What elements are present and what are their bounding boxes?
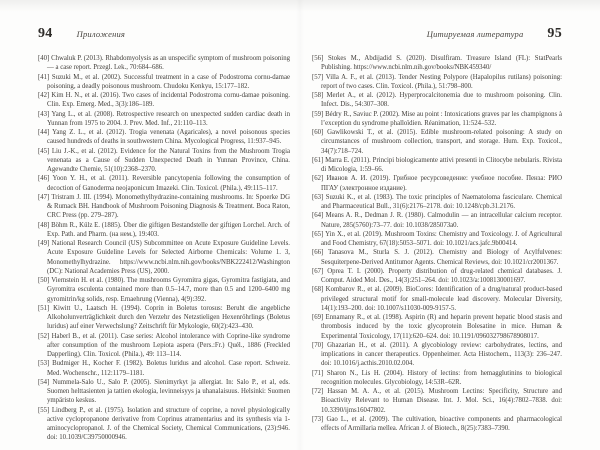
reference-number: [71] (312, 369, 327, 377)
reference-text: Haberl B., et al. (2011). Case series: Alcohol intolerance with Coprine-like syndrome after consumption of the mushroom Lepiota aspera (Pers.:Fr.) Quél., 1886 (Freckled Dapperling). Clin. Toxicol. (Phila.), 49: 113–114. (47, 332, 290, 358)
running-title-right: Цитируемая литература (426, 29, 524, 39)
reference-text: Villa A. F., et al. (2013). Tender Nesting Polypore (Hapalopilus rutilans) poisoning: report of two cases. Clin. Toxicol. (Phila.), 51:798–800. (321, 73, 562, 90)
reference-number: [58] (312, 92, 327, 99)
reference-entry (312, 54, 562, 73)
reference-number: [42] (38, 92, 52, 99)
reference-entry (38, 147, 290, 175)
reference-number: [41] (38, 73, 52, 81)
reference-text: Sharon N., Lis H. (2004). History of lectins: from hemagglutinins to biological recognition molecules. Glycobiology, 14:53R–62R. (321, 369, 562, 386)
reference-entry (312, 313, 562, 341)
reference-number: [46] (38, 175, 53, 183)
reference-number: [44] (38, 129, 53, 136)
reference-entry (312, 285, 562, 313)
reference-number: [45] (38, 147, 52, 155)
reference-number: [40] (38, 55, 52, 62)
reference-text: Gawlikowski T., et al. (2015). Edible mushroom-related poisoning: A study on circumstances of mushroom collection, transport, and storage. Hum. Exp. Toxicol., 34(7):718–724. (321, 129, 562, 155)
reference-number: [48] (38, 221, 52, 229)
reference-entry (38, 359, 290, 378)
reference-entry (312, 91, 562, 110)
reference-number: [69] (312, 314, 326, 321)
reference-text: Tanasova M., Sturla S. J. (2012). Chemistry and Biology of Acylfulvenes: Sesquiterpene-Derived Antitumor Agents. Chemical Reviews, doi: 10.1021/cr2001367. (321, 249, 562, 266)
reference-entry (38, 110, 290, 129)
reference-entry (38, 406, 290, 443)
reference-text: Budmiger H., Kocher F. (1982). Boletus luridus and alcohol. Case report. Schweiz. Med. Wochenschr., 112:1179–1181. (47, 360, 290, 377)
reference-number: [56] (312, 55, 328, 62)
reference-text: Nummela-Salo U., Salo P. (2005). Sienimyrkyt ja allergiat. In: Salo P., et al, eds. Suomen helttasienten ja tattien ekologia, levinneisyys ja uhanalaisuus. Helsinki: Suomen ympäristo keskus. (47, 378, 290, 405)
reference-text: Merlet A., et al. (2012). Hyperprocalcitonemia due to mushroom poisoning. Clin. Infect. Dis., 54:307–308. (321, 92, 563, 109)
reference-text: Yoon Y. H., et al. (2011). Reversible pancytopenia following the consumption of decoction of Ganoderma neojaponicum Imazeki. Clin. Toxicol. (Phila.), 49:115–117. (47, 175, 290, 192)
reference-number: [49] (38, 240, 52, 247)
reference-entry (312, 156, 562, 175)
reference-text: Kombarov R., et al. (2009). BioCores: Identification of a drug/natural product-based privileged structural motif for small-molecule lead discovery. Molecular Diversity, 14(1):193–200. doi: 10.1007/s11030-009-9157-5. (321, 286, 562, 312)
reference-text: Ennamany R., et al. (1998). Aspirin (R) and heparin prevent hepatic blood stasis and thrombosis induced by the toxic glycoprotein Bolesatine in mice. Human & Experimental Toxicology, 17(11):620–624. doi: 10.1191/096032798678908017. (321, 314, 562, 340)
reference-text: Ghazarian H., et al. (2011). A glycobiology review: carbohydrates, lectins, and implications in cancer therapeutics. Oppenheimer. Acta Histochem., 113(3): 236–247. doi: 10.1016/j.acthis.2010.02.004. (321, 341, 562, 368)
reference-entry (312, 128, 562, 156)
reference-text: Kiwitt U., Laatsch H. (1994). Coprin in Boletus torosus: Beruht die angebliche Alkoholunverträglichkeit durch den Verzehr des Netzstieligen Hexenröhrlings (Boletus luridus) auf einer Verwechslung? Zeitschrift für Mykologie, 60(2):423–430. (47, 304, 290, 331)
reference-number: [43] (38, 110, 52, 118)
reference-entry (38, 221, 290, 240)
reference-entry (312, 174, 562, 193)
reference-number: [63] (312, 193, 326, 201)
reference-text: Lindberg P., et al. (1975). Isolation and structure of coprine, a novel physiologically active cyclopropanone derivative from Coprinus atramentarius and its synthesis via 1-aminocyclopropanol. J. of the Chemical Society, Chemical Communications, (23):946. doi: 10.1039/C39750000946. (47, 406, 290, 442)
reference-number: [65] (312, 230, 326, 238)
reference-text: Иванов А. И. (2019). Грибное ресурсоведение: учебное пособие. Пенза: РИО ПГАУ (электронное издание). (321, 175, 562, 192)
reference-text: Yin X., et al. (2019). Mushroom Toxins: Chemistry and Toxicology. J. of Agricultural and Food Chemistry, 67(18):5053–5071. doi: 10.1021/acs.jafc.9b00414. (321, 230, 562, 247)
page-right (300, 0, 600, 450)
reference-entry (38, 174, 290, 193)
reference-text: Kim H. N., et al. (2016). Two cases of incidental Podostroma cornu-damae poisoning. Clin. Exp. Emerg. Med., 3(3):186–189. (47, 92, 290, 109)
reference-entry (312, 193, 562, 212)
reference-number: [60] (312, 129, 328, 136)
reference-entry (312, 73, 562, 92)
reference-entry (38, 73, 290, 92)
reference-text: Böhm R., Külz E. (1885). Über die giftigen Bestandstelle der giftigen Lorchel. Arch. of Exp. Path. and Pharm. (на нем.), 19:403. (47, 221, 290, 238)
reference-number: [50] (38, 277, 52, 284)
reference-entry (312, 341, 562, 369)
reference-number: [54] (38, 378, 53, 386)
reference-number: [52] (38, 332, 52, 340)
reference-text: Means A. R., Dedman J. R. (1980). Calmodulin — an intracellular calcium receptor. Nature, 285(5760):73–77. doi: 10.1038/285073a0. (321, 212, 563, 229)
reference-entry (312, 369, 562, 388)
reference-number: [64] (312, 212, 326, 220)
reference-entry (38, 378, 290, 406)
reference-text: Gao L., et al. (2009). The cultivation, bioactive components and pharmacological effects of Armillaria mellea. African J. of Biotech., 8(25):7383–7390. (321, 415, 562, 432)
page-number-right: 95 (547, 26, 562, 41)
reference-number: [68] (312, 286, 326, 294)
reference-text: Oprea T. I. (2000). Property distribution of drug-related chemical databases. J. Comput. Aided Mol. Des., 14(3):251–264. doi: 10.1023/a:1008130001697. (321, 267, 562, 284)
reference-number: [73] (312, 415, 327, 423)
reference-text: Yang Z. L., et al. (2012). Trogia venenata (Agaricales), a novel poisonous species caused hundreds of deaths in southwestern China. Mycological Progress, 11:937–945. (47, 129, 290, 146)
reference-number: [47] (38, 193, 52, 201)
reference-entry (312, 230, 562, 249)
reference-text: Yang L., et al. (2008). Retrospective research on unexpected sudden cardiac death in Yunnan from 1975 to 2004. J. Prev. Med. Inf., 21:110–113. (47, 110, 290, 127)
reference-number: [70] (312, 341, 328, 349)
reference-text: Liu J.-K., et al. (2012). Evidence for the Natural Toxins from the Mushroom Trogia venenata as a Cause of Sudden Unexpected Death in Yunnan Province, China. Agewandte Chemie, 51(10):2368–2370. (47, 147, 290, 173)
reference-list-left (38, 54, 290, 443)
reference-list-right (312, 54, 562, 433)
running-title-left: Приложения (76, 29, 126, 39)
reference-entry (38, 239, 290, 276)
reference-number: [51] (38, 304, 54, 312)
reference-entry (38, 91, 290, 110)
reference-entry (312, 110, 562, 129)
reference-number: [72] (312, 388, 328, 395)
page-number-left: 94 (38, 26, 53, 41)
reference-number: [55] (38, 406, 52, 414)
reference-text: Bédry R., Saviuc P. (2002). Mise au point : Intoxications graves par les champignons à l’exception du syndrome phalloïdien. Réanimation, 11:524–532. (321, 110, 562, 127)
reference-number: [59] (312, 110, 326, 118)
reference-entry (38, 332, 290, 360)
reference-entry (312, 267, 562, 286)
reference-entry (38, 54, 290, 73)
reference-text: Viernstein H. et al. (1980). The mushrooms Gyromitra gigas, Gyromitra fastigiata, and Gyromitra esculenta contained more than 0.5–14.7, more than 0.5 and 1200–6400 mg gyromitrin/kg solids, resp. Ernaehrung (Vienna), 4(9):392. (47, 277, 291, 303)
reference-number: [61] (312, 156, 326, 164)
reference-entry (38, 128, 290, 147)
reference-entry (38, 276, 290, 304)
reference-text: Hassan M. A. A., et al. (2015). Mushroom Lectins: Specificity, Structure and Bioactivity Relevant to Human Disease. Int. J. Mol. Sci., 16(4):7802–7838. doi: 10.3390/ijms16047802. (321, 388, 563, 414)
reference-text: Tristram J. III. (1994). Monomethylhydrazine-containing mushrooms. In: Spoerke DG & Rumack BH. Handbook of Mushroom Poisoning Diagnosis & Treatment. Boca Raton, CRC Press (pp. 279–287). (47, 193, 291, 220)
reference-text: Chwaluk P. (2013). Rhabdomyolysis as an unspecific symptom of mushroom poisoning — a case report. Przegl. Lek., 70:684–686. (47, 55, 290, 72)
reference-text: National Research Council (US) Subcommittee on Acute Exposure Guideline Levels. Acute Exposure Guideline Levels for Selected Airborne Chemicals: Volume 1. 3, Monomethylhydrazine. https://www.ncbi.nlm.nih.gov/books/NBK222412/Washington (DC): National Academies Press (US), 2000. (47, 240, 290, 275)
reference-number: [53] (38, 360, 53, 368)
reference-entry (312, 248, 562, 267)
reference-text: Suzuki M., et al. (2002). Successful treatment in a case of Podostroma cornu-damae poisoning, a deadly poisonous mushroom. Chudoku Kenkyu, 15:177–182. (47, 73, 290, 90)
reference-number: [62] (312, 175, 327, 183)
reference-entry (312, 415, 562, 434)
reference-text: Suzuki K., et al. (1983). The toxic principles of Naematoloma fasciculare. Chemical and Pharmaceutical Bull., 31(6):2176–2178. doi: 10.1248/cpb.31.2176. (321, 193, 562, 210)
reference-entry (312, 387, 562, 415)
page-header-right (312, 26, 562, 42)
reference-entry (38, 304, 290, 332)
reference-text: Marra E. (2011). Principi biologicamente attivi presenti in Clitocybe nebularis. Rivista di Micologia, 1:59–66. (321, 156, 562, 173)
reference-number: [57] (312, 73, 326, 81)
reference-number: [66] (312, 249, 329, 257)
reference-text: Stokes M., Abdijadid S. (2020). Disulfiram. Treasure Island (FL): StatPearls Publishing. https://www.ncbi.nlm.nih.gov/books/NBK459340/ (321, 55, 562, 72)
reference-number: [67] (312, 267, 328, 275)
reference-entry (312, 211, 562, 230)
reference-entry (38, 193, 290, 221)
page-header-left (38, 26, 290, 42)
